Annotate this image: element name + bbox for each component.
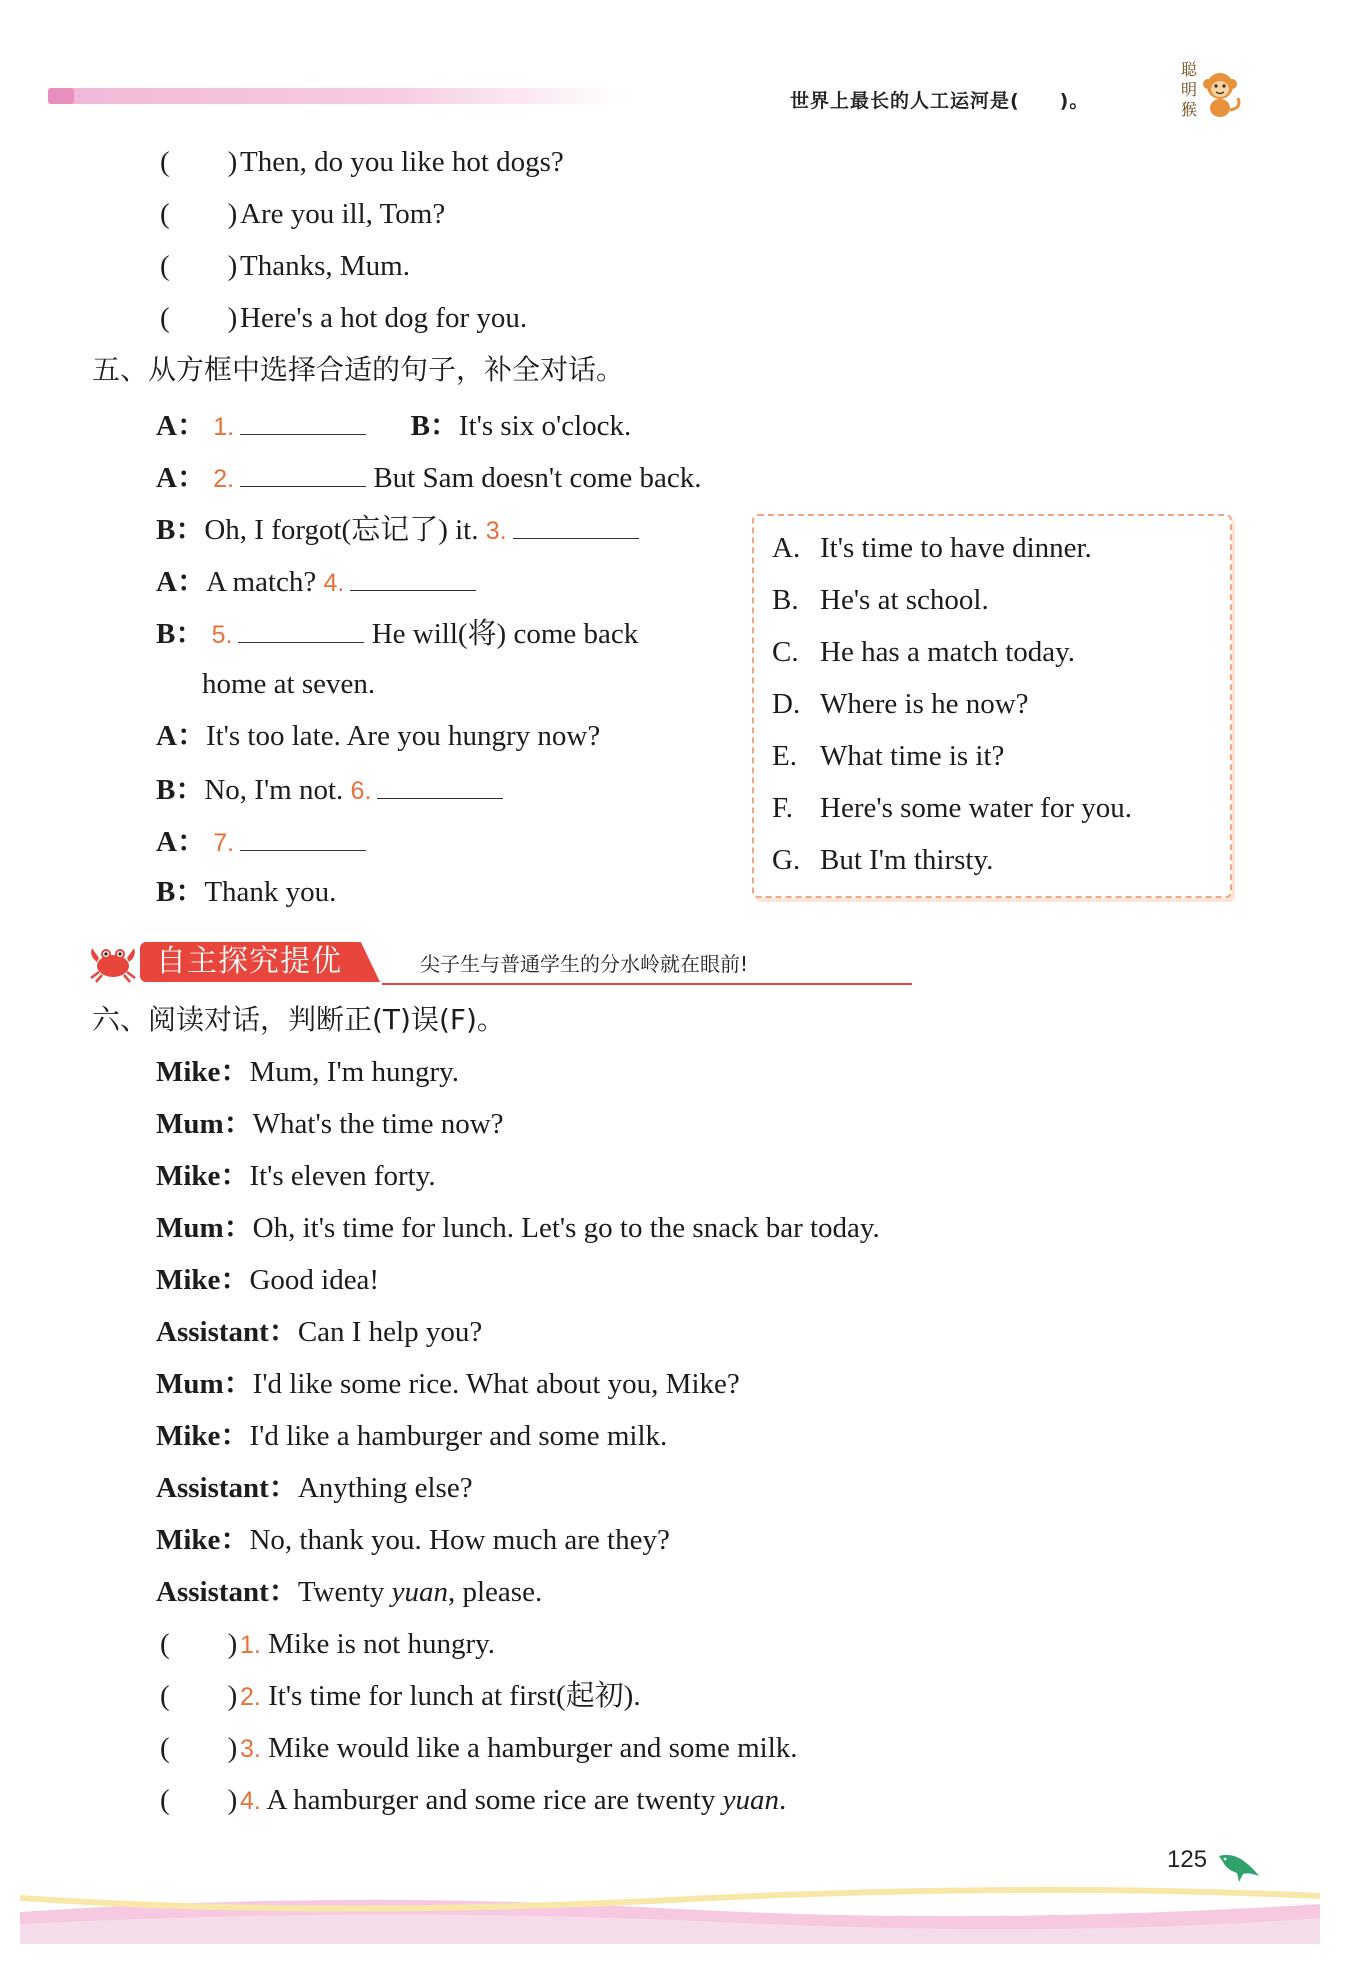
- question-number: 5.: [211, 621, 233, 649]
- order-text: Are you ill, Tom?: [240, 198, 446, 230]
- banner-subtitle: 尖子生与普通学生的分水岭就在眼前!: [420, 952, 749, 976]
- dialogue-text: I'd like some rice. What about you, Mike?: [252, 1368, 740, 1400]
- option-letter: D.: [772, 688, 801, 720]
- option-letter: F.: [772, 792, 794, 824]
- order-text: Thanks, Mum.: [240, 250, 410, 282]
- speaker: Assistant：: [156, 1576, 298, 1608]
- speaker: Mum：: [156, 1368, 253, 1400]
- dialogue-text: Mum, I'm hungry.: [249, 1056, 459, 1088]
- dialogue-line: [156, 1156, 436, 1196]
- speaker: Mum：: [156, 1108, 253, 1140]
- speaker: Mike：: [156, 1056, 250, 1088]
- statement-text: .: [778, 1784, 787, 1816]
- dialogue-line: [156, 612, 638, 655]
- dialogue-line: [156, 1416, 667, 1456]
- section6-title: 六、阅读对话，判断正(T)误(F)。: [92, 1003, 505, 1036]
- order-item: [160, 194, 445, 234]
- speaker: Assistant：: [156, 1472, 298, 1504]
- speaker: B：: [410, 410, 459, 442]
- question-number: 4.: [323, 569, 345, 597]
- dialogue-text: Oh, it's time for lunch. Let's go to the snack bar today.: [252, 1212, 880, 1244]
- option-text: He has a match today.: [820, 636, 1075, 668]
- answer-blank[interactable]: [350, 560, 476, 591]
- dialogue-text: It's six o'clock.: [458, 410, 632, 442]
- option-text: He's at school.: [820, 584, 989, 616]
- speaker: B：: [156, 876, 205, 908]
- speaker: Mike：: [156, 1160, 250, 1192]
- dialogue-text: Thank you.: [204, 876, 337, 908]
- answer-blank[interactable]: [240, 820, 366, 851]
- speaker: Mike：: [156, 1524, 250, 1556]
- option-text: It's time to have dinner.: [820, 532, 1092, 564]
- section5-title: 五、从方框中选择合适的句子，补全对话。: [92, 353, 625, 386]
- question-number: 1.: [240, 1631, 261, 1659]
- option-item: [772, 688, 1029, 721]
- question-number: 2.: [240, 1683, 261, 1711]
- dialogue-line: [156, 560, 476, 603]
- answer-paren[interactable]: ( ): [160, 146, 238, 178]
- banner-title: 自主探究提优: [156, 944, 342, 979]
- option-letter: E.: [772, 740, 797, 772]
- dialogue-text: He will(将) come back: [371, 618, 639, 650]
- dialogue-text: It's too late. Are you hungry now?: [205, 720, 601, 752]
- speaker: A：: [156, 566, 206, 598]
- option-item: [772, 532, 1092, 565]
- order-text: Then, do you like hot dogs?: [240, 146, 564, 178]
- statement-item: [160, 1676, 641, 1717]
- answer-paren[interactable]: ( ): [160, 1732, 238, 1764]
- speaker: A：: [156, 410, 206, 442]
- order-item: [160, 142, 564, 182]
- dialogue-text: home at seven.: [202, 668, 376, 700]
- option-text: Here's some water for you.: [820, 792, 1133, 824]
- speaker: Mike：: [156, 1264, 250, 1296]
- dialogue-line: [156, 456, 702, 499]
- dialogue-line: [156, 716, 600, 756]
- dialogue-text: But Sam doesn't come back.: [373, 462, 702, 494]
- question-number: 6.: [350, 777, 372, 805]
- option-item: [772, 792, 1132, 825]
- order-item: [160, 246, 410, 286]
- answer-paren[interactable]: ( ): [160, 1680, 238, 1712]
- question-number: 1.: [213, 413, 235, 441]
- crab-icon: [86, 940, 140, 984]
- brand-char: 明: [1180, 80, 1197, 99]
- dialogue-line: [156, 1468, 473, 1508]
- section-banner: [86, 940, 826, 986]
- dialogue-text: A match?: [205, 566, 317, 598]
- answer-paren[interactable]: ( ): [160, 1628, 238, 1660]
- brand-char: 聪: [1180, 60, 1197, 79]
- dialogue-line: [156, 508, 639, 551]
- brand-logo: [1178, 60, 1248, 130]
- header-quiz: 世界上最长的人工运河是( )。: [790, 90, 1090, 112]
- answer-blank[interactable]: [240, 456, 366, 487]
- statement-italic: yuan: [722, 1784, 779, 1816]
- brand-char: 猴: [1180, 100, 1197, 119]
- question-number: 4.: [240, 1787, 261, 1815]
- statement-item: [160, 1624, 495, 1665]
- speaker: Mum：: [156, 1212, 253, 1244]
- speaker: A：: [156, 462, 206, 494]
- statement-text: It's time for lunch at first(起初).: [268, 1680, 641, 1712]
- speaker: Assistant：: [156, 1316, 298, 1348]
- dialogue-italic: yuan: [391, 1576, 448, 1608]
- answer-blank[interactable]: [513, 508, 639, 539]
- speaker: A：: [156, 720, 206, 752]
- question-number: 3.: [485, 517, 507, 545]
- option-item: [772, 584, 989, 617]
- header-decor-bar: [48, 88, 628, 104]
- answer-paren[interactable]: ( ): [160, 1784, 238, 1816]
- question-number: 7.: [213, 829, 235, 857]
- statement-text: Mike would like a hamburger and some milk.: [268, 1732, 798, 1764]
- dialogue-text: , please.: [448, 1576, 543, 1608]
- dialogue-line: [156, 1520, 670, 1560]
- dialogue-text: No, thank you. How much are they?: [249, 1524, 670, 1556]
- option-letter: B.: [772, 584, 799, 616]
- statement-text: A hamburger and some rice are twenty: [266, 1784, 723, 1816]
- dialogue-text: Oh, I forgot(忘记了) it.: [204, 514, 479, 546]
- question-number: 2.: [213, 465, 235, 493]
- answer-paren[interactable]: ( ): [160, 250, 238, 282]
- footer-wave: [20, 1878, 1320, 1944]
- banner-underline: [382, 983, 912, 985]
- monkey-icon: [1200, 70, 1244, 118]
- order-item: [160, 298, 527, 338]
- statement-text: Mike is not hungry.: [268, 1628, 495, 1660]
- dialogue-text: Good idea!: [249, 1264, 380, 1296]
- question-number: 3.: [240, 1735, 261, 1763]
- answer-paren[interactable]: ( ): [160, 302, 238, 334]
- option-letter: A.: [772, 532, 801, 564]
- brand-text: [1178, 60, 1200, 120]
- dialogue-line: [156, 1312, 482, 1352]
- dialogue-line: [156, 1208, 880, 1248]
- speaker: B：: [156, 774, 205, 806]
- dialogue-line: [156, 820, 366, 863]
- dialogue-text: What's the time now?: [252, 1108, 504, 1140]
- answer-blank[interactable]: [238, 612, 364, 643]
- answer-paren[interactable]: ( ): [160, 198, 238, 230]
- statement-item: [160, 1780, 786, 1821]
- dialogue-text: I'd like a hamburger and some milk.: [249, 1420, 668, 1452]
- answer-blank[interactable]: [377, 768, 503, 799]
- order-text: Here's a hot dog for you.: [240, 302, 528, 334]
- option-item: [772, 740, 1004, 773]
- dialogue-line: [156, 1364, 740, 1404]
- dialogue-text: It's eleven forty.: [249, 1160, 436, 1192]
- dialogue-line: [156, 1260, 379, 1300]
- option-letter: C.: [772, 636, 799, 668]
- option-text: But I'm thirsty.: [820, 844, 994, 876]
- dialogue-line: [156, 872, 336, 912]
- speaker: Mike：: [156, 1420, 250, 1452]
- option-text: Where is he now?: [820, 688, 1029, 720]
- dialogue-text: No, I'm not.: [204, 774, 344, 806]
- statement-item: [160, 1728, 798, 1769]
- dialogue-line: [202, 664, 375, 704]
- speaker: B：: [156, 514, 205, 546]
- dialogue-line: [156, 1104, 504, 1144]
- speaker: B：: [156, 618, 205, 650]
- option-item: [772, 636, 1075, 669]
- dialogue-line: [156, 768, 503, 811]
- option-text: What time is it?: [820, 740, 1005, 772]
- dialogue-text: Anything else?: [297, 1472, 473, 1504]
- dialogue-line: [156, 1572, 542, 1612]
- page-number: 125: [1167, 1846, 1208, 1873]
- dialogue-text: Can I help you?: [297, 1316, 483, 1348]
- option-letter: G.: [772, 844, 801, 876]
- dialogue-line: [156, 404, 631, 447]
- dialogue-line: [156, 1052, 459, 1092]
- answer-blank[interactable]: [240, 404, 366, 435]
- speaker: A：: [156, 826, 206, 858]
- dialogue-text: Twenty: [297, 1576, 392, 1608]
- option-item: [772, 844, 993, 877]
- options-box: [752, 514, 1232, 898]
